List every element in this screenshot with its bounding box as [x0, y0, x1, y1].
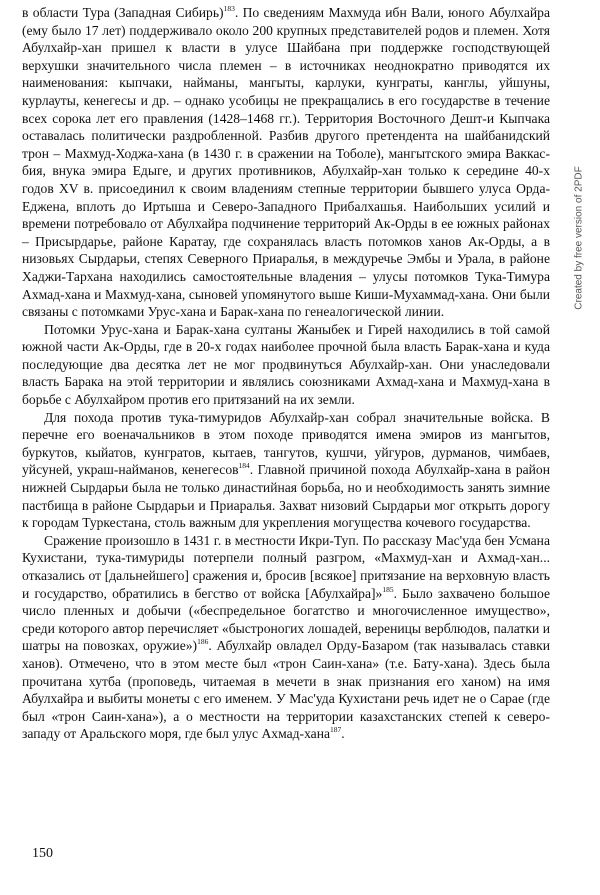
paragraph-4-end: . Абулхайр овладел Орду-Базаром (так называлась ставки ханов). Отмечено, что в этом месте был «трон Саин-хана» (т.е. Бату-хана). Здесь была прочитана хутба (проповедь, читаемая в мечети в знак признания его ханом) на имя Абулхайра и выбиты монеты с его именем. У Мас'уда Кухистани речь идет не о Сарае (где был «трон Саин-хана»), а о местности на территории казахстанских степей к северо-западу от Аральского моря, где был улус Ахмад-хана	[22, 638, 550, 742]
paragraph-2-text: Потомки Урус-хана и Барак-хана султаны Жаныбек и Гирей находились в той самой южной части Ак-Орды, где в 20-х годах наиболее прочной была власть Барак-хана и куда последующие два десятка лет не мог продвинуться Абулхайр-хан. Они унаследовали власть Барака на этой территории и являлись союзниками Ахмад-хана и Махмуд-хана в борьбе с Абулхайром против его притязаний на их земли.	[22, 321, 550, 408]
watermark-text: Created by free version of 2PDF	[573, 166, 585, 310]
paragraph-1-start: в области Тура (Западная Сибирь)	[22, 5, 224, 20]
footnote-ref-185[interactable]: 185	[382, 584, 394, 594]
footnote-ref-187[interactable]: 187	[330, 725, 342, 735]
paragraph-4-middle: . Было захвачено большое число пленных и добычи («беспредельное богатство и многочисленное имущество», среди которого автор перечисляет «быстроногих лошадей, вереницы верблюдов, палатки и шатры на повозках, оружие»)	[22, 585, 550, 654]
page-number: 150	[32, 846, 53, 861]
paragraph-4-start: Сражение произошло в 1431 г. в местности Икри-Туп. По рассказу Мас'уда бен Усмана Кухистани, тука-тимуриды потерпели полный разгром, «Махмуд-хан и Ахмад-хан... отказались от [дальнейшего] сражения и, бросив [всякое] притязание на верховную власть и государство, обратились в бегство от войска [Абулхайра]»	[22, 532, 550, 601]
paragraph-1	[22, 4, 550, 321]
paragraph-3-start: Для похода против тука-тимуридов Абулхайр-хан собрал значительные войска. В перечне его военачальников в этом походе приводятся имена эмиров из мангытов, буркутов, кыйатов, кунгратов, кытаев, тангутов, кушчи, уйгуров, дурманов, чимбаев, уйсуней, украш-найманов, кенегесов	[22, 409, 550, 478]
paragraph-1-bridge: . По сведениям Махмуда ибн Вали, юного	[234, 5, 489, 20]
watermark	[571, 88, 587, 388]
paragraph-4-period: .	[341, 726, 345, 742]
footnote-ref-186[interactable]: 186	[197, 637, 209, 647]
footnote-ref-183[interactable]: 183	[223, 4, 235, 13]
paragraph-3-end: . Главной причиной похода Абулхайр-хана в район нижней Сырдарьи была не только династийная борьба, но и необходимость занять зимние пастбища в районе Сырдарьи и Приаралья. Захват низовий Сырдарьи мог открыть дорогу к городам Туркестана, столь важным для укрепления могущества кочевого государства.	[22, 462, 550, 531]
paragraph-2	[22, 321, 550, 409]
paragraph-3	[22, 409, 550, 532]
footnote-ref-184[interactable]: 184	[238, 461, 250, 471]
paragraph-4	[22, 532, 550, 743]
page-body	[22, 4, 550, 743]
paragraph-1-body: Абулхайра (ему было 17 лет) поддерживало около 200 крупных представителей родов и племен. Хотя Абулхайр-хан пришел к власти в улусе Шайбана при поддержке господствующей верхушки значительного числа племен – в источниках неоднократно приводятся их наименования: кыпчаки, найманы, мангыты, карлуки, кунграты, канглы, уйшуны, курлауты, кенегесы и др. – однако усобицы не прекращались в его государстве в течение всех сорока лет его правления (1428–1468 гг.). Территория Восточного Дешт-и Кыпчака оставалась политически раздробленной. Разбив другого претендента на шайбанидский трон – Махмуд-Ходжа-хана (в 1430 г. в сражении на Тоболе), мангытского эмира Ваккас-бия, внука эмира Едыге, и других противников, Абулхайр-хан только к середине 40-х годов XV в. присоединил к своим владениям степные территории бывшего улуса Орда-Еджена, вплоть до Иртыша и Северо-Западного Прибалхашья. Наибольших усилий и времени потребовало от Абулхайра подчинение территорий Ак-Орды в ее южных районах – Присырдарье, районе Каратау, где сохранялась власть потомков ханов Ак-Орды, а в низовьях Сырдарьи, степях Северного Приаралья, в междуречье Эмбы и Урала, в районе Хаджи-Тархана находились самостоятельные владения – улусы потомков Тука-Тимура Ахмад-хана и Махмуд-хана, сыновей упомянутого выше Киши-Мухаммад-хана. Они были связаны с потомками Урус-хана и Барак-хана по генеалогической линии.	[22, 5, 550, 320]
